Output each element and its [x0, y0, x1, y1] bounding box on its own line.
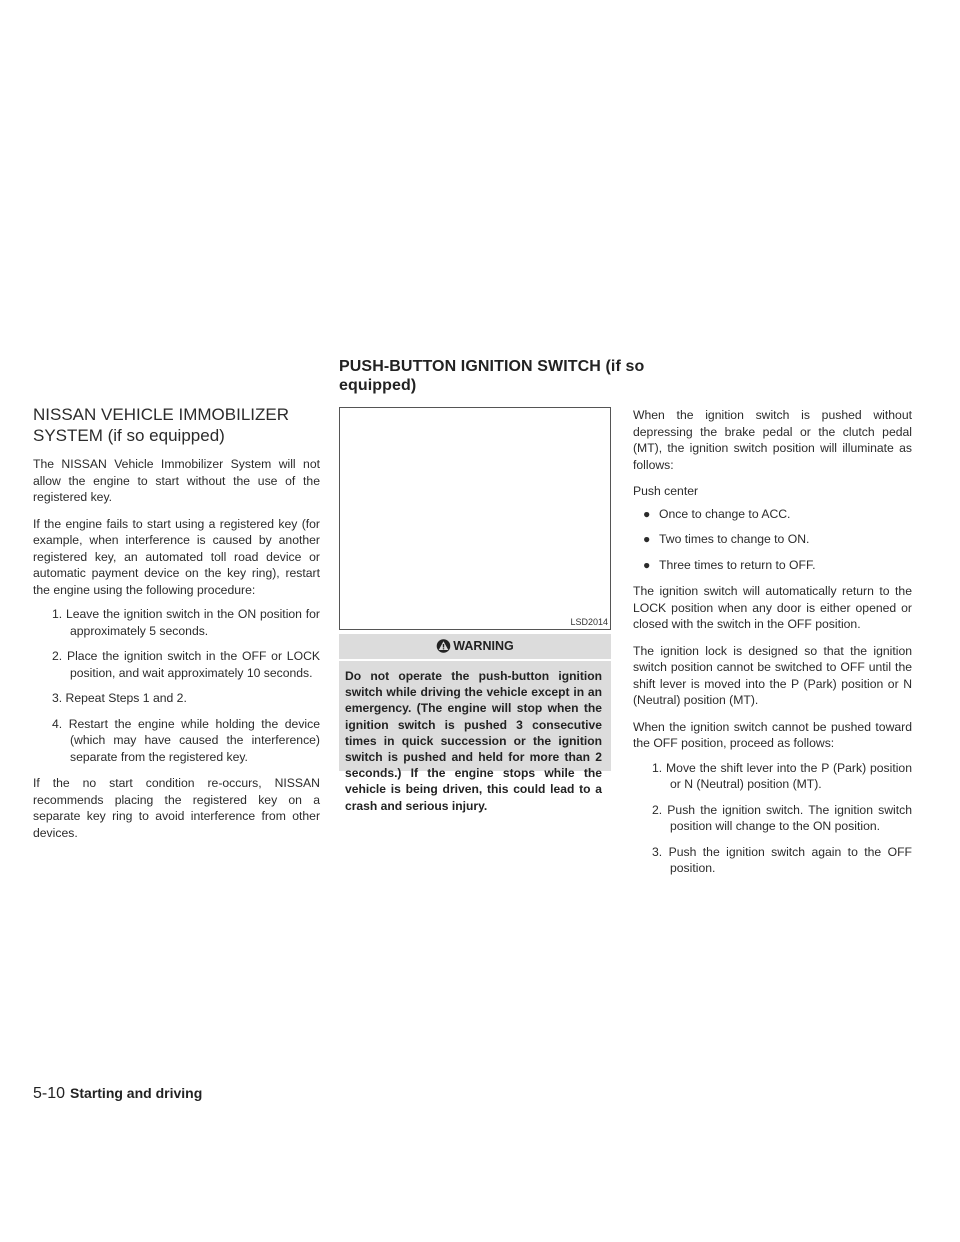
- warning-triangle-icon: [436, 639, 451, 653]
- page-number: 5-10: [33, 1085, 66, 1102]
- off-position-step: 3. Push the ignition switch again to the OFF position.: [652, 844, 912, 875]
- bullet-icon: ●: [643, 557, 651, 572]
- ignition-lock-text: The ignition lock is designed so that the ignition switch position cannot be switched to OFF until the shift lever is moved into the P (Park) position or N (Neutral) position (MT).: [633, 643, 912, 707]
- page-footer: [33, 1085, 202, 1103]
- auto-lock-text: The ignition switch will automatically return to the LOCK position when any door is either opened or closed with the switch in the OFF position.: [633, 584, 912, 631]
- right-column: [633, 407, 912, 887]
- section-heading: PUSH-BUTTON IGNITION SWITCH (if so equipped): [339, 358, 645, 394]
- figure-label: LSD2014: [570, 617, 608, 627]
- ignition-illumination-text: When the ignition switch is pushed without depressing the brake pedal or the clutch pedal (MT), the ignition switch position will illuminate as follows:: [633, 408, 912, 472]
- immobilizer-step: 4. Restart the engine while holding the device (which may have caused the interference) separate from the registered key.: [52, 716, 320, 764]
- immobilizer-step: 1. Leave the ignition switch in the ON position for approximately 5 seconds.: [52, 607, 320, 638]
- off-position-step: 1. Move the shift lever into the P (Park) position or N (Neutral) position (MT).: [652, 760, 912, 791]
- chapter-title: Starting and driving: [70, 1085, 203, 1101]
- immobilizer-heading: NISSAN VEHICLE IMMOBILIZER SYSTEM (if so equipped): [33, 405, 289, 445]
- middle-column: [339, 357, 645, 395]
- immobilizer-steps: [33, 606, 320, 765]
- warning-title: WARNING: [453, 639, 514, 653]
- immobilizer-restart-intro: If the engine fails to start using a registered key (for example, when interference is caused by another registered key, an automated toll road device or automatic payment device on the key ring), restart the engine using the following procedure:: [33, 516, 320, 597]
- warning-header: [339, 634, 611, 661]
- off-position-steps: [633, 760, 912, 877]
- cannot-push-text: When the ignition switch cannot be pushed toward the OFF position, proceed as follows:: [633, 719, 912, 750]
- warning-text: Do not operate the push-button ignition switch while driving the vehicle except in an emergency. (The engine will stop when the ignition switch is pushed 3 consecutive times in quick succession or the ignition switch is pushed and held for more than 2 seconds.) If the engine stops while the vehicle is being driven, this could lead to a crash and serious injury.: [345, 669, 602, 813]
- immobilizer-recommendation: If the no start condition re-occurs, NISSAN recommends placing the registered key on a separate key ring to avoid interference from other devices.: [33, 776, 320, 840]
- warning-box: [339, 634, 611, 813]
- bullet-icon: ●: [643, 506, 651, 521]
- push-center-list: [633, 506, 912, 574]
- immobilizer-intro: The NISSAN Vehicle Immobilizer System will not allow the engine to start without the use of the registered key.: [33, 457, 320, 504]
- push-center-item: ● Once to change to ACC.: [643, 506, 791, 521]
- ignition-figure: [339, 407, 611, 630]
- push-center-item: ● Two times to change to ON.: [643, 532, 810, 546]
- immobilizer-step: 2. Place the ignition switch in the OFF or LOCK position, and wait approximately 10 seconds.: [52, 649, 320, 680]
- off-position-step: 2. Push the ignition switch. The ignition switch position will change to the ON position.: [652, 802, 912, 833]
- left-column: [33, 404, 320, 851]
- immobilizer-step: 3. Repeat Steps 1 and 2.: [52, 691, 187, 705]
- push-center-item: ● Three times to return to OFF.: [643, 557, 816, 572]
- push-center-label: Push center: [633, 484, 699, 498]
- bullet-icon: ●: [643, 532, 651, 546]
